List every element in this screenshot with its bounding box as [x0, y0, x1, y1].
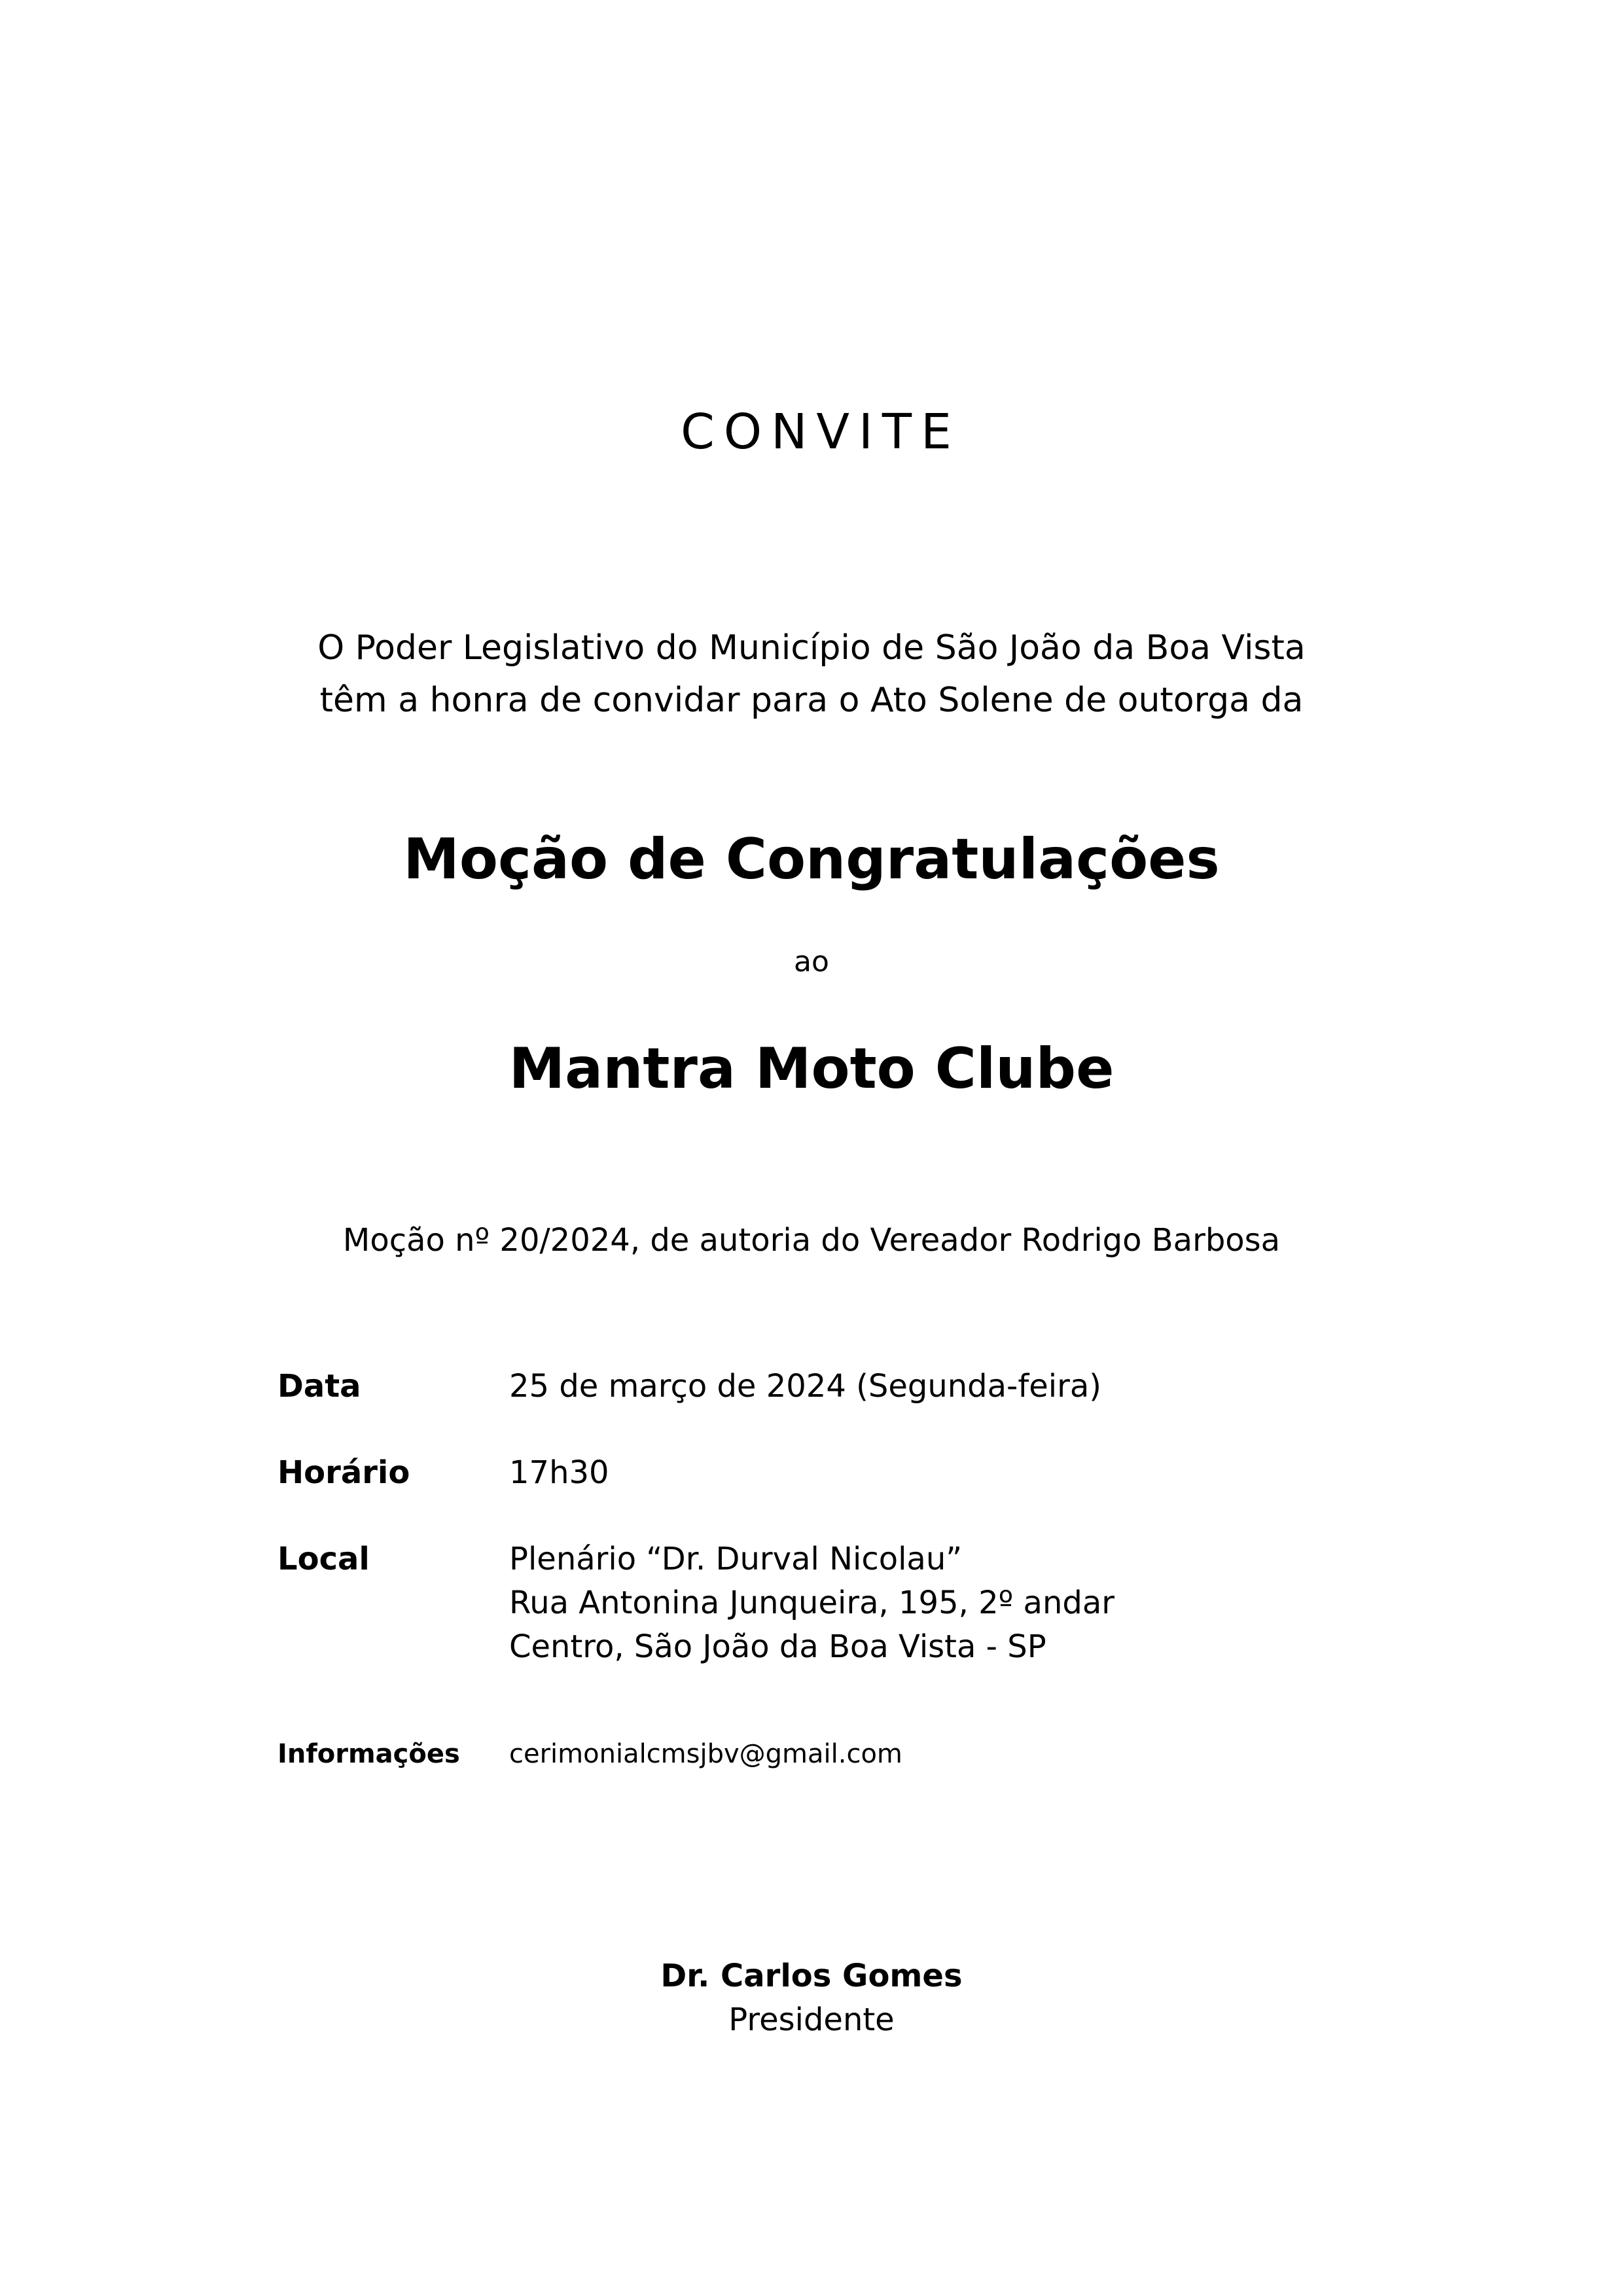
intro-line-1: O Poder Legislativo do Município de São João da Boa Vista	[317, 628, 1306, 668]
location-row	[277, 1537, 1390, 1669]
date-label: Data	[277, 1368, 361, 1405]
motion-reference: Moção nº 20/2024, de autoria do Vereador Rodrigo Barbosa	[342, 1222, 1281, 1259]
date-value: 25 de março de 2024 (Segunda-feira)	[509, 1368, 1102, 1405]
motion-title: Moção de Congratulações	[403, 827, 1220, 892]
signer-role: Presidente	[728, 2001, 895, 2038]
document-title: CONVITE	[681, 404, 961, 460]
info-email[interactable]: cerimonialcmsjbv@gmail.com	[509, 1739, 902, 1769]
signer-name: Dr. Carlos Gomes	[660, 1958, 963, 1994]
intro-text	[0, 622, 1623, 726]
date-row	[277, 1365, 1390, 1408]
intro-line-2: têm a honra de convidar para o Ato Solene de outorga da	[319, 681, 1304, 720]
location-line-3: Centro, São João da Boa Vista - SP	[509, 1628, 1046, 1665]
info-label: Informações	[277, 1739, 460, 1769]
location-line-2: Rua Antonina Junqueira, 195, 2º andar	[509, 1585, 1115, 1621]
location-line-1: Plenário “Dr. Durval Nicolau”	[509, 1541, 963, 1577]
connector-text: ao	[794, 945, 829, 978]
time-value: 17h30	[509, 1454, 609, 1491]
location-label: Local	[277, 1541, 370, 1577]
honoree-name: Mantra Moto Clube	[508, 1036, 1115, 1102]
info-row	[277, 1732, 1390, 1776]
time-row	[277, 1451, 1390, 1495]
location-value	[509, 1537, 1115, 1669]
time-label: Horário	[277, 1454, 410, 1491]
event-details	[277, 1365, 1390, 1776]
